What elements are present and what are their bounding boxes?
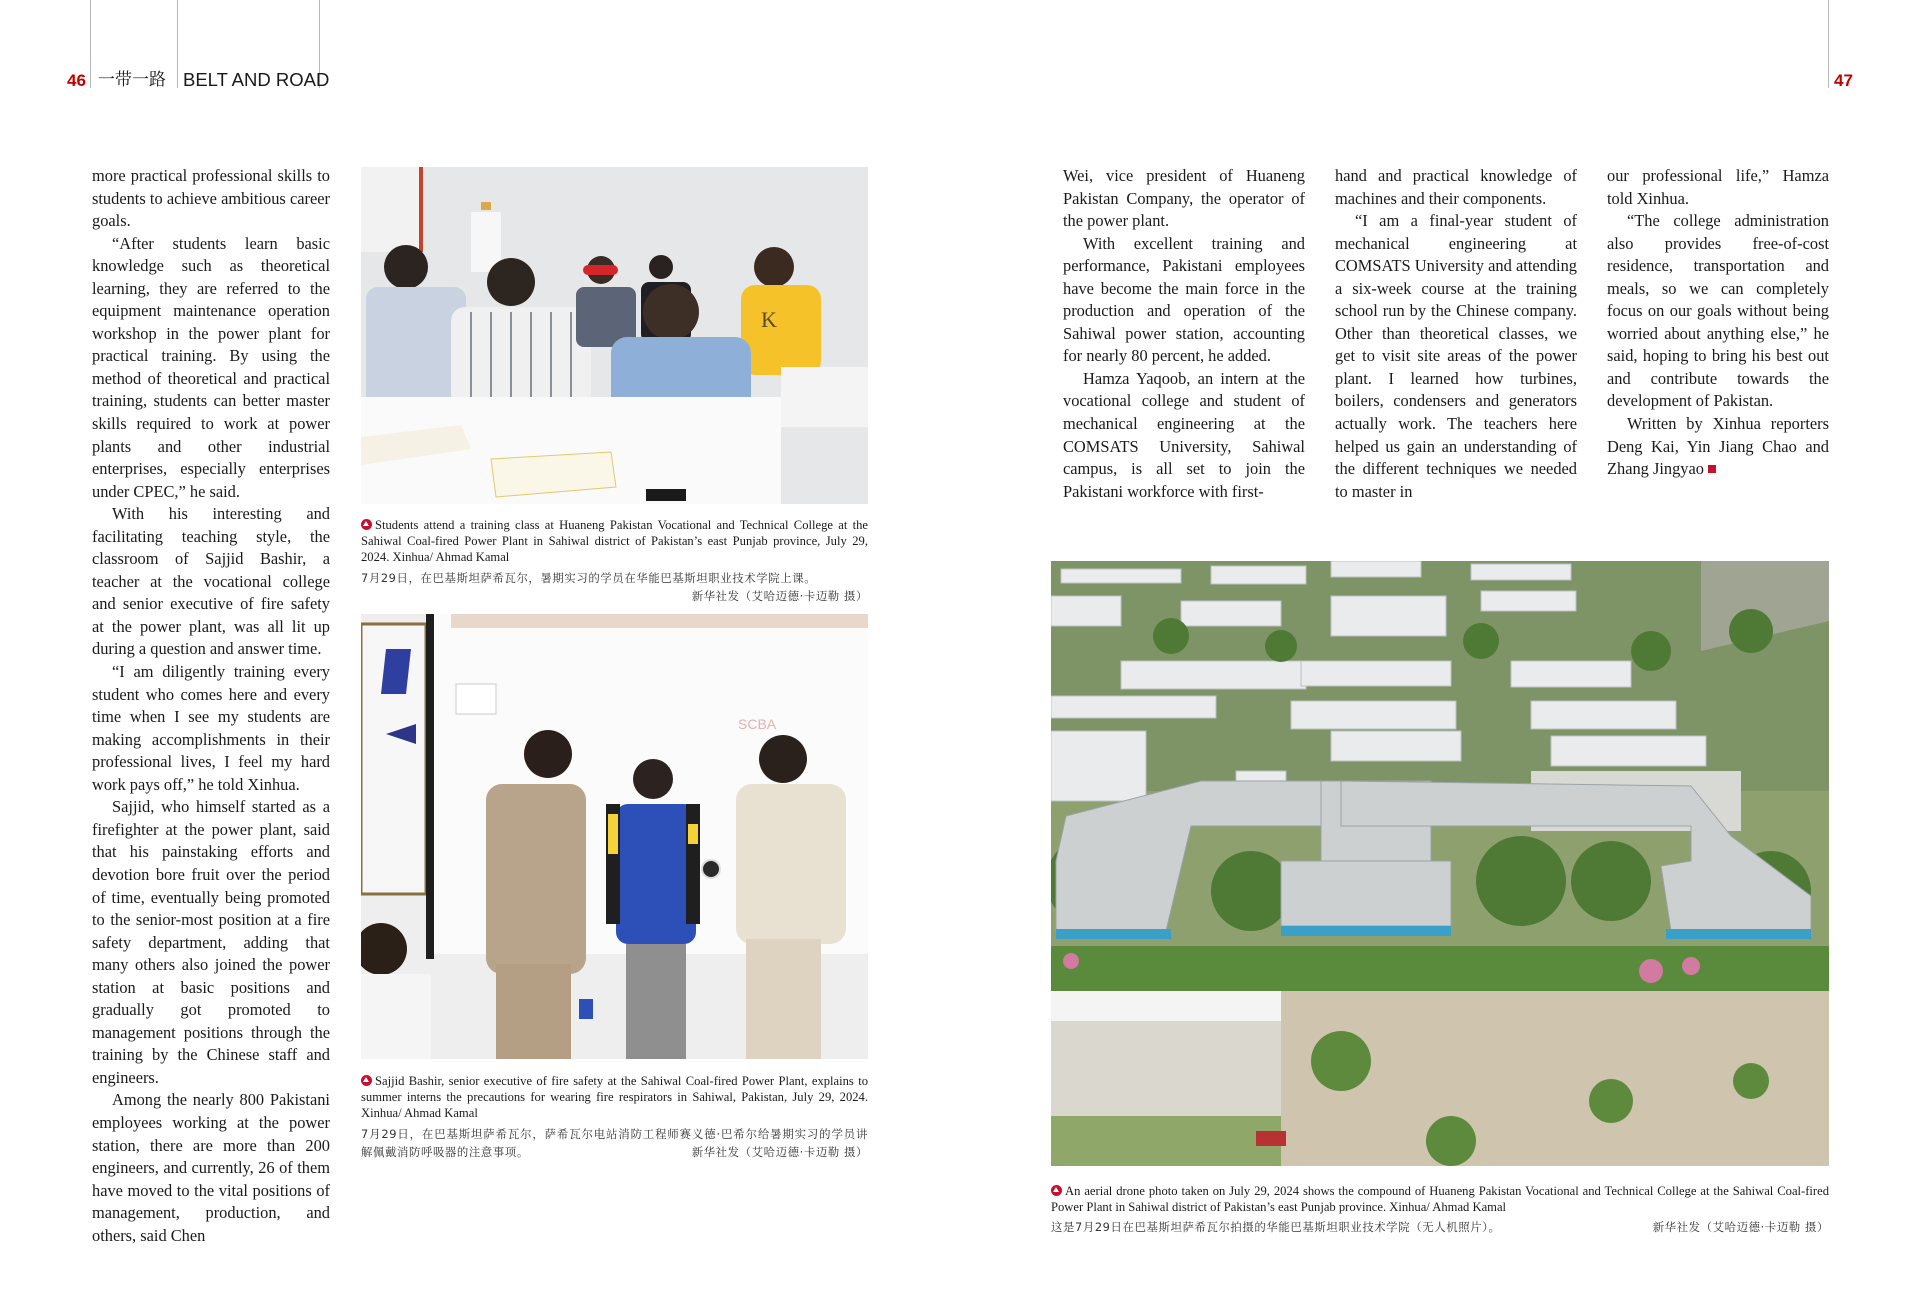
- xinhua-caption-icon: [1051, 1185, 1062, 1196]
- right-body-column-2: [1335, 165, 1577, 503]
- caption-english: Students attend a training class at Huaneng Pakistan Vocational and Technical College at the Sahiwal Coal-fired Power Plant in Sahiwal district of Pakistan’s east Punjab province, July 29, 2024. Xinhua/ Ahmad Kamal: [361, 518, 868, 565]
- header-rule-1: [90, 0, 91, 88]
- caption-english: Sajjid Bashir, senior executive of fire safety at the Sahiwal Coal-fired Power Plant, explains to summer interns the precautions for wearing fire respirators in Sahiwal, Pakistan, July 29, 2024. Xinhua/ Ahmad Kamal: [361, 1074, 868, 1121]
- paragraph: Wei, vice president of Huaneng Pakistan Company, the operator of the power plant.: [1063, 166, 1305, 231]
- header-rule-right: [1828, 0, 1829, 88]
- xinhua-caption-icon: [361, 1075, 372, 1086]
- caption-chinese: 7月29日，在巴基斯坦萨希瓦尔，暑期实习的学员在华能巴基斯坦职业技术学院上课。: [361, 570, 817, 585]
- photo-credit: 新华社发（艾哈迈德·卡迈勒 摄）: [691, 588, 868, 603]
- paragraph: more practical professional skills to students to achieve ambitious career goals.: [92, 166, 330, 231]
- caption-chinese: 7月29日，在巴基斯坦萨希瓦尔，萨希瓦尔电站消防工程师赛义德·巴希尔给暑期实习的学员讲解佩戴消防呼吸器的注意事项。: [361, 1126, 868, 1159]
- fire-training-photo-caption: [361, 1073, 868, 1161]
- paragraph: “After students learn basic knowledge such as theoretical learning, they are referred to the equipment maintenance operation workshop in the power plant for practical training. By using the method of theoretical and practical training, students can better master skills required to work at power plants and other industrial enterprises, especially enterprises under CPEC,” he said.: [92, 233, 330, 501]
- section-title-english: BELT AND ROAD: [183, 69, 330, 90]
- aerial-photo-caption: [1051, 1183, 1829, 1236]
- header-rule-2: [177, 0, 178, 88]
- svg-text:K: K: [761, 307, 777, 332]
- caption-english: An aerial drone photo taken on July 29, 2024 shows the compound of Huaneng Pakistan Vocational and Technical College at the Sahiwal Coal-fired Power Plant in Sahiwal district of Pakistan’s east Punjab province. Xinhua/ Ahmad Kamal: [1051, 1184, 1829, 1215]
- photo-credit: 新华社发（艾哈迈德·卡迈勒 摄）: [691, 1144, 868, 1159]
- fire-training-illustration: [361, 614, 868, 1059]
- classroom-photo: [361, 167, 868, 504]
- paragraph: “I am diligently training every student who comes here and every time when I see my students are making accomplishments in their professional lives, I feel my hard work pays off,” he told Xinhua.: [92, 662, 330, 794]
- paragraph: Hamza Yaqoob, an intern at the vocational college and student of mechanical engineering at the COMSATS University, Sahiwal campus, is all set to join the Pakistani workforce with first-: [1063, 368, 1305, 501]
- paragraph: “The college administration also provides free-of-cost residence, transportation and meals, so we can completely focus on our goals without being worried about anything else,” he said, hoping to bring his best out and contribute towards the development of Pakistan.: [1607, 211, 1829, 411]
- paragraph: Among the nearly 800 Pakistani employees working at the power station, there are more than 200 engineers, and currently, 26 of them have moved to the vital positions of management, production, and others, said Chen: [92, 1090, 330, 1245]
- left-body-column: [92, 165, 330, 1247]
- byline-text: Written by Xinhua reporters Deng Kai, Yin Jiang Chao and Zhang Jingyao: [1607, 414, 1829, 479]
- paragraph: our professional life,” Hamza told Xinhua.: [1607, 166, 1829, 208]
- end-of-article-mark: [1708, 465, 1716, 473]
- paragraph: hand and practical knowledge of machines and their components.: [1335, 166, 1577, 208]
- paragraph: With his interesting and facilitating teaching style, the classroom of Sajjid Bashir, a teacher at the vocational college and senior executive of fire safety at the power plant, was all lit up during a question and answer time.: [92, 504, 330, 659]
- aerial-compound-illustration: [1051, 561, 1829, 1166]
- caption-chinese: 这是7月29日在巴基斯坦萨希瓦尔拍摄的华能巴基斯坦职业技术学院（无人机照片）。: [1051, 1220, 1501, 1235]
- right-body-column-1: [1063, 165, 1305, 503]
- byline: [1607, 413, 1829, 481]
- xinhua-caption-icon: [361, 519, 372, 530]
- paragraph: “I am a final-year student of mechanical engineering at COMSATS University and attending a six-week course at the training school run by the Chinese company. Other than theoretical classes, we get to visit site areas of the power plant. I learned how turbines, boilers, condensers and generators actually work. The teachers here helped us gain an understanding of the different techniques we needed to master in: [1335, 211, 1577, 501]
- screen-scba-text: SCBA: [738, 716, 777, 732]
- left-page-number: 46: [67, 71, 86, 90]
- caption-chinese-row: [1051, 1218, 1829, 1236]
- fire-training-photo: [361, 614, 868, 1059]
- section-title-chinese: 一带一路: [98, 70, 166, 90]
- paragraph: With excellent training and performance, Pakistani employees have become the main force in the production and operation of the Sahiwal power station, accounting for nearly 80 percent, he added.: [1063, 233, 1305, 366]
- right-body-column-3: [1607, 165, 1829, 481]
- right-page-number: 47: [1834, 71, 1853, 90]
- classroom-photo-caption: [361, 517, 868, 605]
- photo-credit: 新华社发（艾哈迈德·卡迈勒 摄）: [1652, 1220, 1829, 1235]
- classroom-illustration: [361, 167, 868, 504]
- paragraph: Sajjid, who himself started as a firefighter at the power plant, said that his painstaking efforts and devotion bore fruit over the period of time, eventually being promoted to the senior-most position at a fire safety department, adding that many others also joined the power station at basic positions and gradually got promoted to management positions through the training by the Chinese staff and engineers.: [92, 797, 330, 1087]
- aerial-photo: [1051, 561, 1829, 1166]
